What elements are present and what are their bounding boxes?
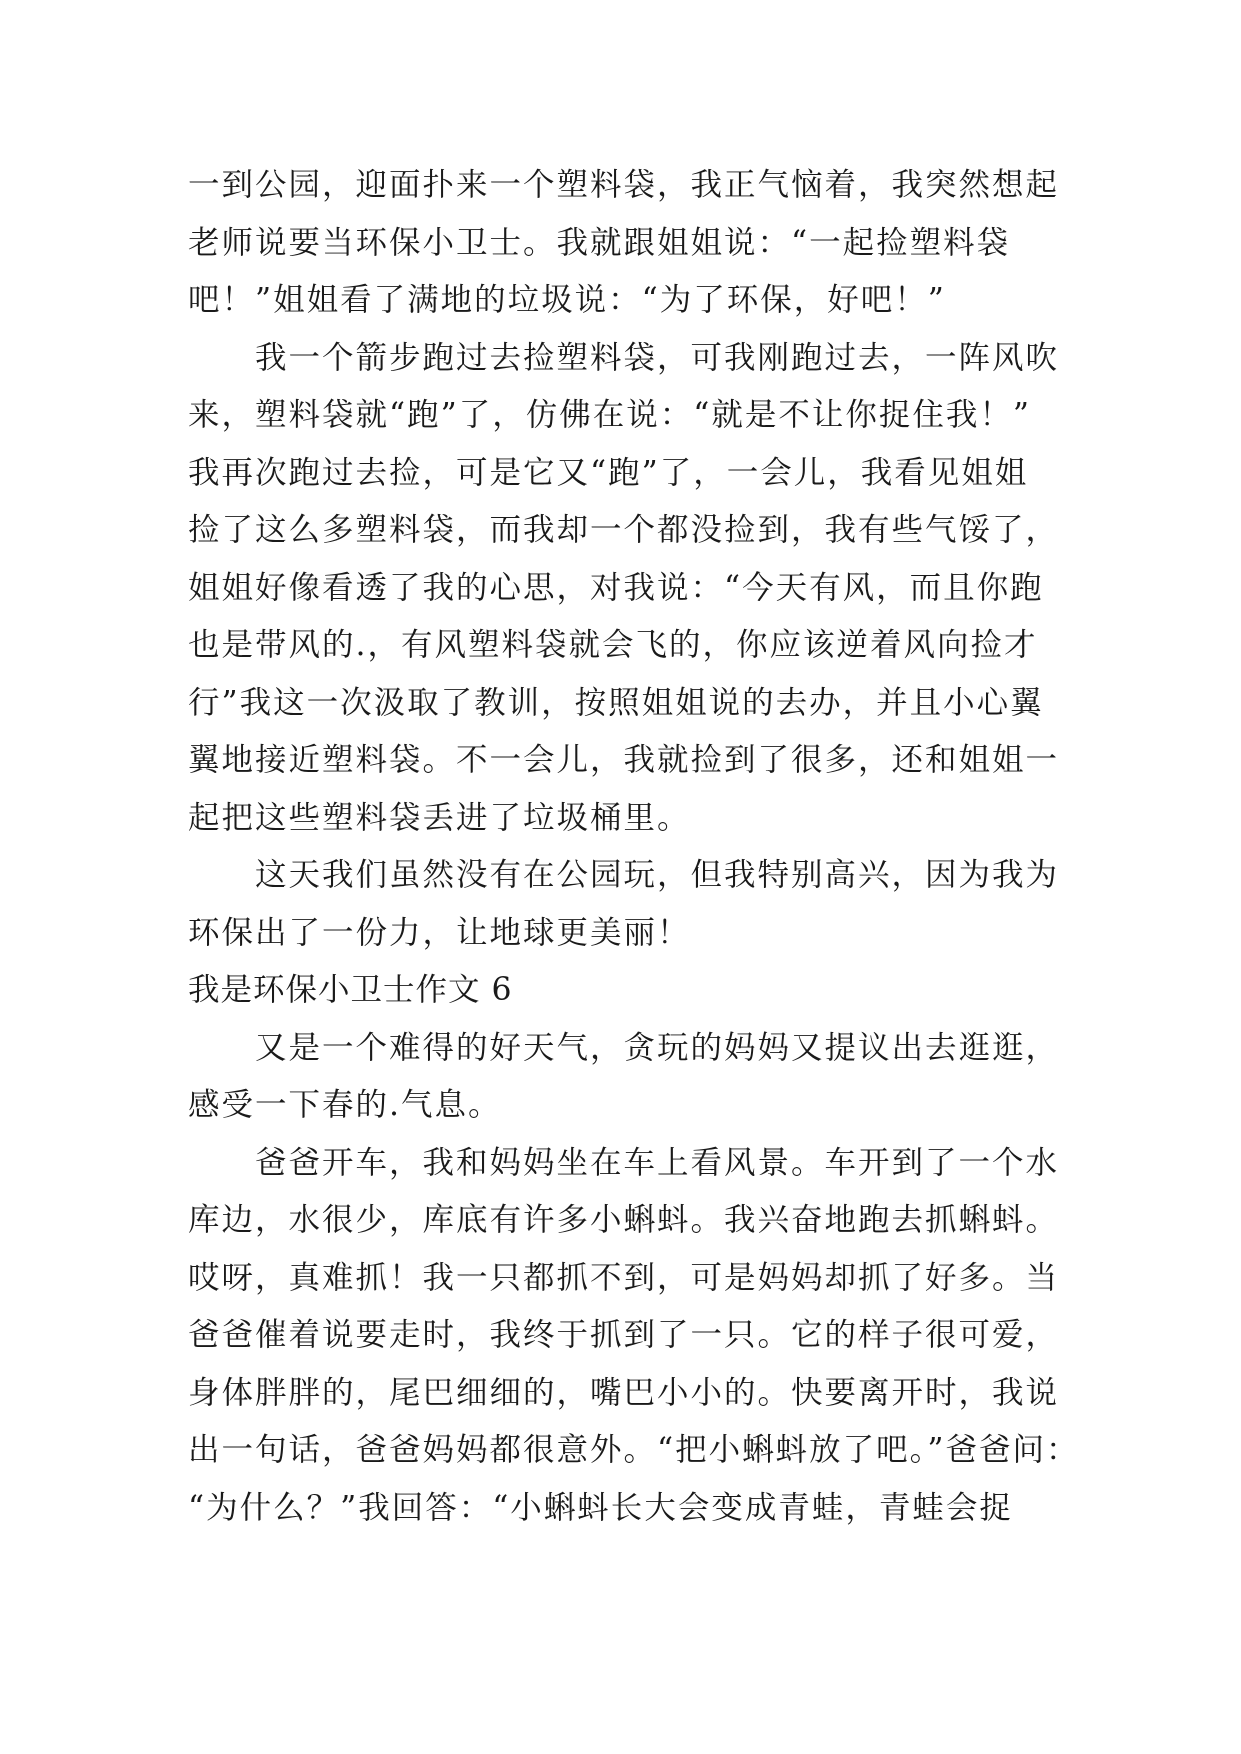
text-line: 一到公园，迎面扑来一个塑料袋，我正气恼着，我突然想起	[188, 167, 1060, 203]
paragraph-start-line: 这天我们虽然没有在公园玩，但我特别高兴，因为我为	[188, 857, 1060, 893]
paragraph-start-line: 又是一个难得的好天气，贪玩的妈妈又提议出去逛逛，	[188, 1029, 1060, 1066]
text-line: 也是带风的.，有风塑料袋就会飞的，你应该逆着风向捡才	[188, 627, 1038, 663]
text-line: 出一句话，爸爸妈妈都很意外。“把小蝌蚪放了吧。”爸爸问：	[188, 1432, 1080, 1468]
text-line: 起把这些塑料袋丢进了垃圾桶里。	[188, 799, 691, 836]
text-line: 姐姐好像看透了我的心思，对我说：“今天有风，而且你跑	[188, 569, 1044, 606]
text-line: 感受一下春的.气息。	[188, 1087, 502, 1123]
paragraph-start-line: 我一个箭步跑过去捡塑料袋，可我刚跑过去，一阵风吹	[188, 339, 1060, 376]
text-line: 哎呀，真难抓！我一只都抓不到，可是妈妈却抓了好多。当	[188, 1259, 1060, 1296]
text-line: 库边，水很少，库底有许多小蝌蚪。我兴奋地跑去抓蝌蚪。	[188, 1202, 1060, 1238]
essay-title: 我是环保小卫士作文 6	[188, 972, 513, 1008]
text-line: 身体胖胖的，尾巴细细的，嘴巴小小的。快要离开时，我说	[188, 1374, 1060, 1411]
text-line: 爸爸催着说要走时，我终于抓到了一只。它的样子很可爱，	[188, 1317, 1060, 1353]
text-line: 吧！”姐姐看了满地的垃圾说：“为了环保，好吧！”	[188, 282, 946, 318]
text-line: 捡了这么多塑料袋，而我却一个都没捡到，我有些气馁了，	[188, 512, 1060, 548]
text-line: 老师说要当环保小卫士。我就跟姐姐说：“一起捡塑料袋	[188, 224, 1011, 261]
text-line: 我再次跑过去捡，可是它又“跑”了，一会儿，我看见姐姐	[188, 454, 1029, 491]
text-line: 环保出了一份力，让地球更美丽！	[188, 914, 691, 951]
text-line: 翼地接近塑料袋。不一会儿，我就捡到了很多，还和姐姐一	[188, 742, 1060, 778]
text-line: 来，塑料袋就“跑”了，仿佛在说：“就是不让你捉住我！”	[188, 397, 1031, 433]
text-line: 行”我这一次汲取了教训，按照姐姐说的去办，并且小心翼	[188, 684, 1044, 721]
paragraph-start-line: 爸爸开车，我和妈妈坐在车上看风景。车开到了一个水	[188, 1144, 1060, 1181]
essay-body	[188, 157, 1080, 1537]
text-line: “为什么？”我回答：“小蝌蚪长大会变成青蛙，青蛙会捉	[188, 1489, 1013, 1526]
